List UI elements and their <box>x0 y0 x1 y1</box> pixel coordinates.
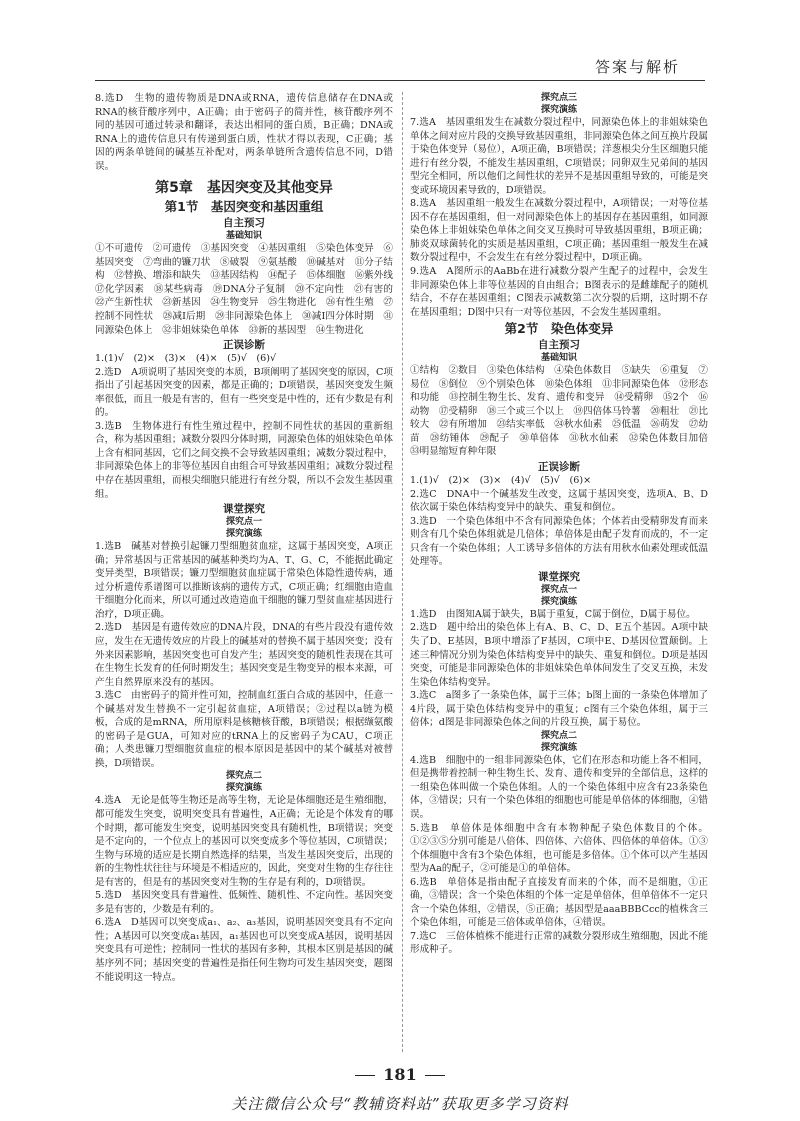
minor-heading: 探究点三 <box>540 93 577 103</box>
paragraph: 8.选D 生物的遗传物质是DNA或RNA，遗传信息储存在DNA或RNA的核苷酸序列中，A正确；由于密码子的简并性，核苷酸序列不同的基因可通过转录和翻译，表达出相同的蛋白质，B正确；DNA或RNA上的遗传信息只有传递到蛋白质，性状才得以表现，C正确；基因的两条单链间的碱基互补配对，两条单链所含遗传信息不同，D错误。 <box>95 93 393 172</box>
paragraph: 2.选C DNA中一个碱基发生改变，这属于基因突变，选项A、B、D依次属于染色体结构变异中的缺失、重复和倒位。 <box>410 488 708 514</box>
paragraph: 2.选D 基因是有遗传效应的DNA片段，DNA的有些片段没有遗传效应，发生在无遗传效应的片段上的碱基对的替换不属于基因突变；没有外来因素影响，基因突变也可自发产生；基因突变的随机性表现在其可在生物生长发育的任何时期发生；基因突变是生物变异的根本来源，可产生自然界原来没有的基因。 <box>95 622 393 688</box>
minor-heading: 探究演练 <box>225 783 262 794</box>
sub-heading: 课堂探究 <box>538 570 580 583</box>
column-divider <box>402 92 403 1052</box>
paragraph: 6.选B 单倍体是指由配子直接发育而来的个体，而不是细胞，①正确，③错误；含一个染色体组的个体一定是单倍体，但单倍体不一定只含一个染色体组，②错误，⑤正确；基因型是aaaBBBCcc的植株含三个染色体组，可能是三倍体或单倍体，④错误。 <box>410 876 708 929</box>
right-column <box>410 92 718 957</box>
footer-note: 关注微信公众号“教辅资料站”获取更多学习资料 <box>231 1095 569 1113</box>
paragraph: 7.选C 三倍体植株不能进行正常的减数分裂形成生殖细胞，因此不能形成种子。 <box>410 930 708 956</box>
paragraph: 1.(1)√ (2)× (3)× (4)√ (5)√ (6)× <box>410 475 592 487</box>
paragraph: ①结构 ②数目 ③染色体结构 ④染色体数目 ⑤缺失 ⑥重复 ⑦易位 ⑧倒位 ⑨个别染色体 ⑩染色体组 ⑪非同源染色体 ⑫形态和功能 ⑬控制生物生长、发育、遗传和变异 ⑭受精卵 ⑮2个 ⑯动物 ⑰受精卵 ⑱三个或三个以上 ⑲四倍体马铃薯 ⑳粗壮 ㉑比较大 ㉒有所增加 ㉓结实率低 ㉔秋水仙素 ㉕低温 ㉖萌发 ㉗幼苗 ㉘纺锤体 ㉙配子 ㉚单倍体 ㉛秋水仙素 ㉜染色体数目加倍 ㉝明显缩短育种年限 <box>410 365 718 458</box>
minor-heading: 探究点二 <box>540 730 577 741</box>
paragraph: 1.(1)√ (2)× (3)× (4)× (5)√ (6)√ <box>95 353 277 365</box>
minor-heading: 基础知识 <box>225 231 262 242</box>
sub-heading: 自主预习 <box>538 339 580 352</box>
paragraph: 4.选B 细胞中的一组非同源染色体，它们在形态和功能上各不相同，但是携带着控制一种生物生长、发育、遗传和变异的全部信息，这样的一组染色体叫做一个染色体组。人的一个染色体组中应含有23条染色体，③错误；只有一个染色体组的细胞也可能是单倍体的体细胞，④错误。 <box>410 754 708 820</box>
paragraph: 3.选B 生物体进行有性生殖过程中，控制不同性状的基因的重新组合，称为基因重组；减数分裂四分体时期，同源染色体的姐妹染色单体上含有相同基因，它们之间交换不会导致基因重组；减数分裂过程中，非同源染色体上的非等位基因自由组合可导致基因重组；减数分裂过程中存在基因重组，而根尖细胞只能进行有丝分裂，所以不会发生基因重组。 <box>95 420 393 500</box>
minor-heading: 探究演练 <box>540 596 577 607</box>
minor-heading: 探究点一 <box>540 584 577 595</box>
page-number-text: 181 <box>383 1065 417 1084</box>
paragraph: 3.选C 由密码子的简并性可知，控制血红蛋白合成的基因中，任意一个碱基对发生替换不一定引起贫血症，A项错误；②过程以a链为模板，合成的是mRNA，所用原料是核糖核苷酸，B项错误；根据缬氨酸的密码子是GUA，可知对应的tRNA上的反密码子为CAU，C项正确；人类患镰刀型细胞贫血症的根本原因是基因中的某个碱基对被替换，D项错误。 <box>95 690 393 769</box>
section-heading: 第2节 染色体变异 <box>504 321 614 337</box>
paragraph: 3.选C a图多了一条染色体，属于三体；b图上面的一条染色体增加了4片段，属于染色体结构变异中的重复；c图有三个染色体组，属于三倍体；d图是非同源染色体之间的片段互换，属于易位。 <box>410 690 708 729</box>
paragraph: 4.选A 无论是低等生物还是高等生物，无论是体细胞还是生殖细胞，都可能发生突变，说明突变具有普遍性，A正确；无论是个体发育的哪个时期，都可能发生突变，说明基因突变具有随机性，B项错误；突变是不定向的，一个位点上的基因可以突变成多个等位基因，C项错误；生物与环境的适应是长期自然选择的结果，当发生基因突变后，出现的新的生物性状往往与环境是不相适应的，因此，突变对生物的生存往往是有害的，但是有的基因突变对生物的生存是有利的，D项错误。 <box>95 795 393 888</box>
minor-heading: 探究点二 <box>225 771 262 782</box>
section-heading: 第1节 基因突变和基因重组 <box>164 199 324 215</box>
chapter-heading: 第5章 基因突变及其他变异 <box>155 180 333 197</box>
paragraph: 7.选A 基因重组发生在减数分裂过程中，同源染色体上的非姐妹染色单体之间对应片段的交换导致基因重组，非同源染色体之间互换片段属于染色体变异（易位），A项正确，B项错误；洋葱根尖分生区细胞只能进行有丝分裂，不能发生基因重组，C项错误；同卵双生兄弟间的基因型完全相同，所以他们之间性状的差异不是基因重组导致的，可能是突变或环境因素导致的，D项错误。 <box>410 117 708 196</box>
minor-heading: 探究演练 <box>225 529 262 540</box>
paragraph: 3.选D 一个染色体组中不含有同源染色体；个体若由受精卵发育而来则含有几个染色体组就是几倍体；单倍体是由配子发育而成的，不一定只含有一个染色体组；人工诱导多倍体的方法有用秋水仙素处理或低温处理等。 <box>410 515 708 568</box>
page-number <box>0 1065 800 1084</box>
paragraph: ①不可遗传 ②可遗传 ③基因突变 ④基因重组 ⑤染色体变异 ⑥基因突变 ⑦弯曲的镰刀状 ⑧破裂 ⑨氨基酸 ⑩碱基对 ⑪分子结构 ⑫替换、增添和缺失 ⑬基因结构 ⑭配子 ⑮体细胞 ⑯紫外线 ⑰化学因素 ⑱某些病毒 ⑲DNA分子复制 ⑳不定向性 ㉑有害的 ㉒产生新性状 ㉓新基因 ㉔生物变异 ㉕生物进化 ㉖有性生殖 ㉗控制不同性状 ㉘减Ⅰ后期 ㉙非同源染色体上 ㉚减Ⅰ四分体时期 ㉛同源染色体上 ㉜非姐妹染色单体 ㉝新的基因型 ㉞生物进化 <box>95 243 403 336</box>
sub-heading: 正误诊断 <box>223 339 265 352</box>
minor-heading: 探究演练 <box>540 105 577 115</box>
paragraph: 6.选A D基因可以突变成a₁、a₂、a₃基因，说明基因突变具有不定向性；A基因可以突变成a₁基因，a₁基因也可以突变成A基因，说明基因突变具有可逆性；控制同一性状的基因有多种，其根本区别是基因的碱基序列不同；基因突变的普遍性是指任何生物均可发生基因突变，题图不能说明这一特点。 <box>95 917 393 983</box>
paragraph: 2.选D 题中给出的染色体上有A、B、C、D、E五个基因。A项中缺失了D、E基因，B项中增添了F基因，C项中E、D基因位置颠倒。上述三种情况分别为染色体结构变异中的缺失、重复和倒位。D项是基因突变，可能是非同源染色体的非姐妹染色单体间发生了交叉互换，未发生染色体结构变异。 <box>410 622 708 688</box>
paragraph: 2.选D A项说明了基因突变的本质，B项阐明了基因突变的原因，C项指出了引起基因突变的因素，都是正确的；D项错误，基因突变发生频率很低，而且一般是有害的，但有一些突变是中性的，还有少数是有利的。 <box>95 366 393 419</box>
paragraph: 5.选D 基因突变具有普遍性、低频性、随机性、不定向性。基因突变多是有害的，少数是有利的。 <box>95 890 393 915</box>
paragraph: 9.选A A图所示的AaBb在进行减数分裂产生配子的过程中，会发生非同源染色体上非等位基因的自由组合；B图表示的是雌雄配子的随机结合，不存在基因重组；C图表示减数第二次分裂的后期，这时期不存在基因重组；D图中只有一对等位基因，不会发生基因重组。 <box>410 266 708 318</box>
sub-heading: 课堂探究 <box>223 503 265 516</box>
header-rule <box>95 80 705 81</box>
sub-heading: 正误诊断 <box>538 461 580 474</box>
minor-heading: 基础知识 <box>540 353 577 364</box>
dash-right <box>425 1075 445 1076</box>
paragraph: 1.选B 碱基对替换引起镰刀型细胞贫血症，这属于基因突变，A项正确；异常基因与正常基因的碱基种类均为A、T、G、C，不能据此确定变异类型，B项错误；镰刀型细胞贫血症属于常染色体隐性遗传病，通过分析遗传系谱图可以推断该病的遗传方式，C项正确；红细胞由造血干细胞分化而来，所以可通过改造造血干细胞的镰刀型贫血症基因进行治疗，D项正确。 <box>95 541 393 620</box>
minor-heading: 探究点一 <box>225 517 262 528</box>
header-title: 答案与解析 <box>594 58 680 76</box>
paragraph: 8.选A 基因重组一般发生在减数分裂过程中，A项错误；一对等位基因不存在基因重组，但一对同源染色体上的基因存在基因重组，如同源染色体上非姐妹染色单体之间交叉互换时可导致基因重组，B项正确；肺炎双球菌转化的实质是基因重组，C项正确；基因重组一般发生在减数分裂过程中，不会发生在有丝分裂过程中，D项正确。 <box>410 198 708 264</box>
minor-heading: 探究演练 <box>540 742 577 753</box>
left-column <box>95 92 403 984</box>
paragraph: 1.选D 由图知A属于缺失，B属于重复，C属于倒位，D属于易位。 <box>410 608 696 620</box>
sub-heading: 自主预习 <box>223 217 265 230</box>
paragraph: 5.选B 单倍体是体细胞中含有本物种配子染色体数目的个体。①②③⑤分别可能是八倍体、四倍体、六倍体、四倍体的单倍体。①③个体细胞中含有3个染色体组，也可能是多倍体。①个体可以产生基因型为Aa的配子，②可能是①的单倍体。 <box>410 822 708 875</box>
dash-left <box>355 1075 375 1076</box>
